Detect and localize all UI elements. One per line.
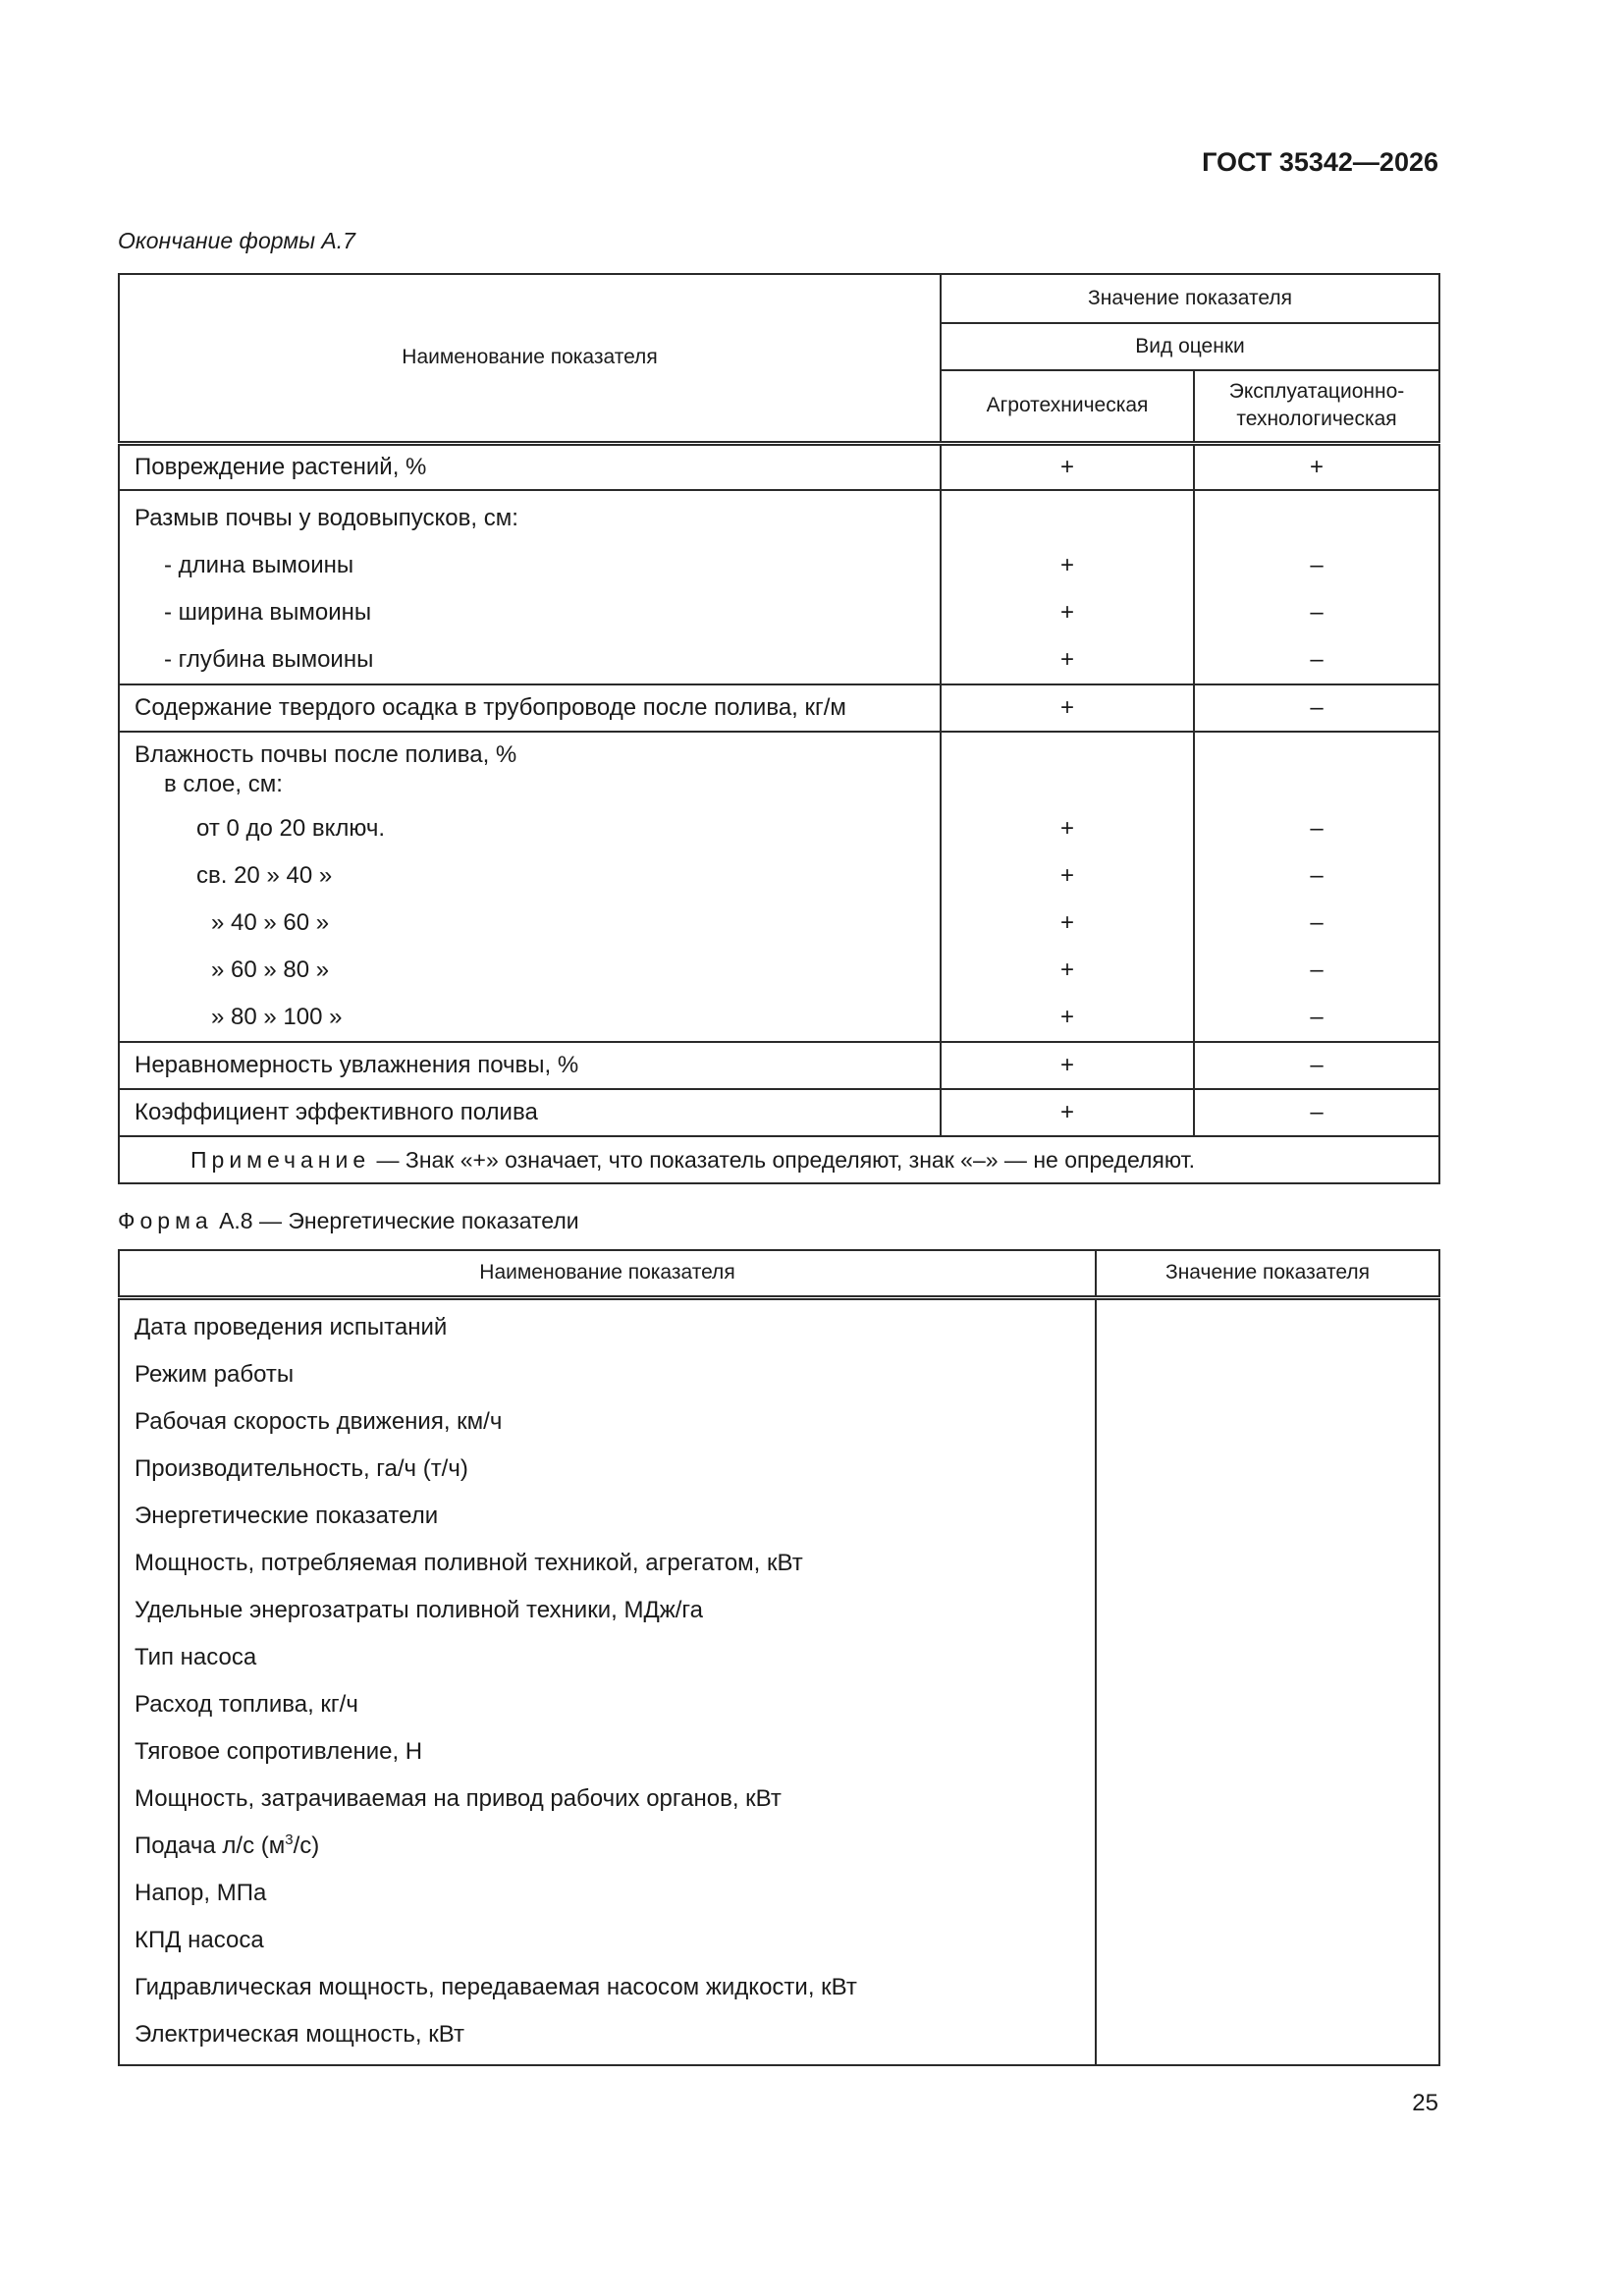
a8-row: Гидравлическая мощность, передаваемая насосом жидкости, кВт <box>135 1973 857 2000</box>
a8-row: Электрическая мощность, кВт <box>135 2020 464 2048</box>
standard-code: ГОСТ 35342—2026 <box>1202 147 1438 177</box>
a8-row: Тяговое сопротивление, Н <box>135 1737 423 1765</box>
page-number: 25 <box>1412 2090 1438 2116</box>
a8-row: Тип насоса <box>135 1643 257 1670</box>
a7-header-agro: Агротехническая <box>941 370 1194 443</box>
form-a7-table <box>118 273 1440 1184</box>
a7-header-exp: Эксплуатационно- технологическая <box>1194 370 1439 443</box>
a8-row: Расход топлива, кг/ч <box>135 1690 358 1718</box>
a7-header-name: Наименование показателя <box>119 274 941 443</box>
a8-row-supply: Подача л/с $(м^3/с)$ <box>135 1831 320 1859</box>
a8-row: Удельные энергозатраты поливной техники, МДж/га <box>135 1596 703 1623</box>
a8-value-column <box>1096 1297 1439 2065</box>
a7-row-group: Размыв почвы у водовыпусков, см: - длина вымоины - ширина вымоины - глубина вымоины + + + – – – <box>119 490 1439 684</box>
a7-row-group: Влажность почвы после полива, % в слое, см: от 0 до 20 включ. св. 20 » 40 » » 40 » 60 » » 60 » 80 » » 80 » 100 » + + + + + – – – – – <box>119 732 1439 1042</box>
a8-row: Режим работы <box>135 1360 295 1388</box>
a7-header-value: Значение показателя <box>941 274 1439 323</box>
a7-row: Повреждение растений, % + + <box>119 443 1439 490</box>
form-a8-caption: Форма А.8 — Энергетические показатели <box>118 1208 579 1233</box>
form-a8-table <box>118 1249 1440 2066</box>
a7-header-kind: Вид оценки <box>941 323 1439 370</box>
a8-row: Рабочая скорость движения, км/ч <box>135 1407 503 1435</box>
a8-row: Энергетические показатели <box>135 1502 439 1529</box>
a8-rows <box>119 1297 1096 2065</box>
a7-row: Содержание твердого осадка в трубопроводе после полива, кг/м + – <box>119 684 1439 732</box>
a8-header-value: Значение показателя <box>1096 1250 1439 1297</box>
a7-row: Коэффициент эффективного полива + – <box>119 1089 1439 1136</box>
a8-row: КПД насоса <box>135 1926 264 1953</box>
a7-row: Неравномерность увлажнения почвы, % + – <box>119 1042 1439 1089</box>
a7-note: Примечание — Знак «+» означает, что показатель определяют, знак «–» — не определяют. <box>119 1136 1439 1183</box>
a8-row: Дата проведения испытаний <box>135 1313 448 1340</box>
a8-row: Напор, МПа <box>135 1879 267 1906</box>
a8-row: Мощность, потребляемая поливной техникой, агрегатом, кВт <box>135 1549 803 1576</box>
a8-row: Производительность, га/ч (т/ч) <box>135 1454 468 1482</box>
form-a7-caption: Окончание формы А.7 <box>118 228 355 253</box>
a8-header-name: Наименование показателя <box>119 1250 1096 1297</box>
a8-row: Мощность, затрачиваемая на привод рабочих органов, кВт <box>135 1784 782 1812</box>
